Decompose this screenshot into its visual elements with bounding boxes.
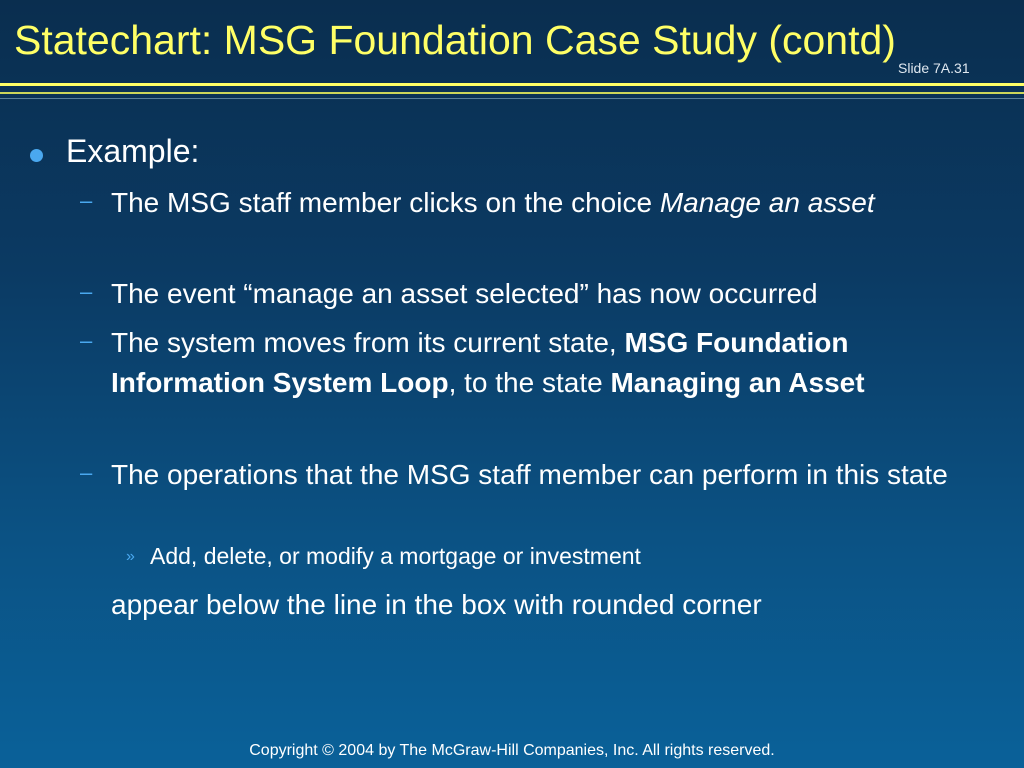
bullet-choice-italic: Manage an asset	[659, 187, 875, 218]
dash-icon: –	[80, 188, 93, 213]
bullet-choice-text: The MSG staff member clicks on the choice	[111, 187, 660, 218]
bullet-transition-bold-b: Managing an Asset	[610, 367, 865, 398]
bullet-transition-text-a: The system moves from its current state,	[111, 327, 625, 358]
bullet-transition	[111, 323, 1001, 403]
bullet-example: Example:	[66, 133, 200, 169]
bullet-event: The event “manage an asset selected” has now occurred	[111, 278, 818, 309]
sub-bullet-operations: Add, delete, or modify a mortgage or investment	[150, 543, 641, 569]
copyright-footer: Copyright © 2004 by The McGraw-Hill Companies, Inc. All rights reserved.	[249, 742, 775, 759]
bullet-operations: The operations that the MSG staff member can perform in this state	[111, 459, 948, 490]
dash-icon: –	[80, 460, 93, 485]
dash-icon: –	[80, 328, 93, 353]
slide-title: Statechart: MSG Foundation Case Study (contd)	[14, 17, 896, 63]
bullet-dot-icon	[30, 149, 43, 162]
raquo-icon: »	[126, 548, 135, 565]
continuation-text: appear below the line in the box with rounded corner	[111, 589, 762, 620]
bullet-transition-bold-a: MSG Foundation Information System Loop	[111, 327, 849, 398]
bullet-choice	[111, 183, 1001, 223]
slide-number: Slide 7A.31	[898, 60, 970, 76]
bullet-transition-text-b: , to the state	[448, 367, 611, 398]
dash-icon: –	[80, 279, 93, 304]
